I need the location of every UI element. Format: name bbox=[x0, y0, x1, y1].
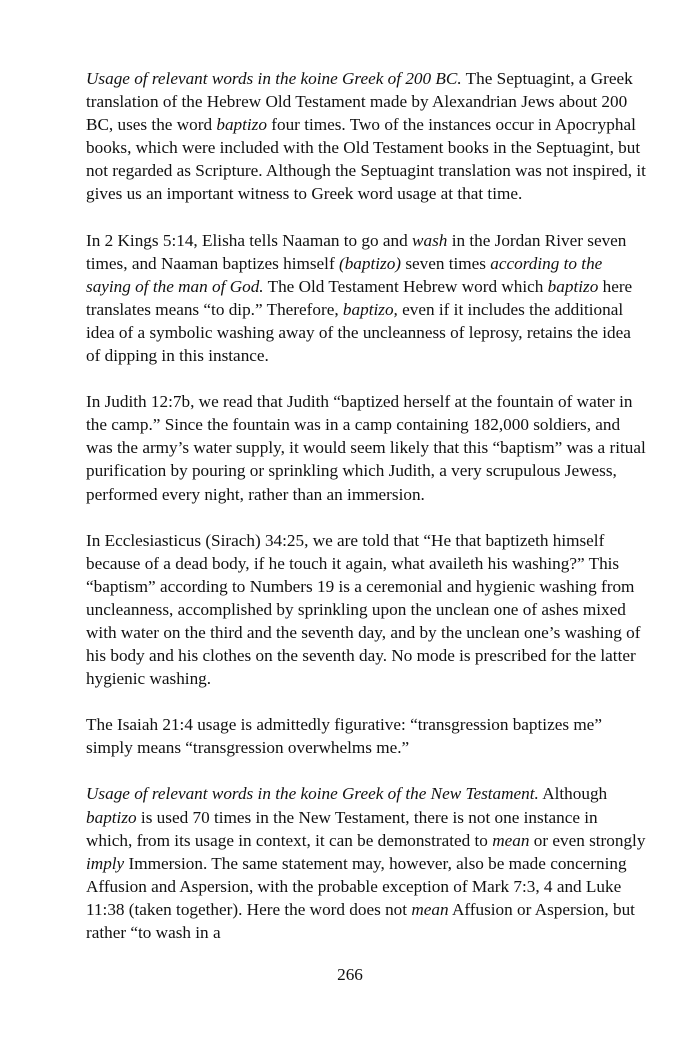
italic-text-run: mean bbox=[492, 830, 530, 850]
paragraph-judith bbox=[86, 390, 648, 505]
italic-text-run: baptizo bbox=[86, 807, 137, 827]
italic-text-run: according to the saying of the man of God. bbox=[86, 253, 603, 296]
text-run: in the Jordan River seven times, and Naaman baptizes himself bbox=[86, 230, 627, 273]
italic-text-run: imply bbox=[86, 853, 125, 873]
page-number: 266 bbox=[337, 965, 363, 984]
paragraph-new-testament-usage bbox=[86, 782, 648, 944]
text-run: here translates means “to dip.” Therefore, bbox=[86, 276, 633, 319]
text-run: In Ecclesiasticus (Sirach) 34:25, we are told that “He that baptizeth himself because of a dead body, if he touch it again, what availeth his washing?” This “baptism” according to Numbers 19 is a ceremonial and hygienic washing from uncleanness, accomplished by sprinkling upon the unclean one of ashes mixed with water on the third and the seventh day, and by the unclean one’s washing of his body and his clothes on the seventh day. No mode is prescribed for the latter hygienic washing. bbox=[86, 530, 641, 689]
text-run: four times. Two of the instances occur in Apocryphal books, which were included with the Old Testament books in the Septuagint, but not regarded as Scripture. Although the Septuagint translation was not inspired, it gives us an important witness to Greek word usage at that time. bbox=[86, 115, 646, 204]
italic-text-run: Usage of relevant words in the koine Greek of the New Testament. bbox=[86, 784, 539, 804]
page-body bbox=[86, 67, 648, 967]
text-run: Immersion. The same statement may, however, also be made concerning Affusion and Aspersion, with the probable exception of Mark 7:3, 4 and Luke 11:38 (taken together). Here the word does not bbox=[86, 853, 627, 919]
text-run: The Septuagint, a Greek translation of the Hebrew Old Testament made by Alexandrian Jews about 200 BC, uses the word bbox=[86, 69, 633, 135]
text-run: In 2 Kings 5:14, Elisha tells Naaman to go and bbox=[86, 230, 413, 250]
text-run: The Isaiah 21:4 usage is admittedly figurative: “transgression baptizes me” simply means “transgression overwhelms me.” bbox=[86, 715, 602, 758]
italic-text-run: wash bbox=[412, 230, 448, 250]
text-run: or even strongly bbox=[529, 830, 646, 850]
text-run: The Old Testament Hebrew word which bbox=[263, 276, 548, 296]
paragraph-ecclesiasticus bbox=[86, 529, 648, 691]
text-run: Although bbox=[538, 784, 608, 804]
text-run: In Judith 12:7b, we read that Judith “baptized herself at the fountain of water in the camp.” Since the fountain was in a camp containing 182,000 soldiers, and was the army’s water supply, it would seem likely that this “baptism” was a ritual purification by pouring or sprinkling which Judith, a very scrupulous Jewess, performed every night, rather than an immersion. bbox=[86, 392, 646, 504]
italic-text-run: Usage of relevant words in the koine Greek of 200 BC. bbox=[86, 69, 462, 88]
text-run: seven times bbox=[401, 253, 491, 273]
text-run: Affusion or Aspersion, but rather “to wash in a bbox=[86, 899, 635, 942]
italic-text-run: (baptizo) bbox=[338, 253, 402, 273]
paragraph-septuagint-usage bbox=[86, 67, 648, 206]
italic-text-run: baptizo bbox=[547, 276, 599, 296]
text-run: even if it includes the additional idea of a symbolic washing away of the uncleanness of leprosy, retains the idea of dipping in this instance. bbox=[86, 299, 631, 366]
italic-text-run: baptizo bbox=[216, 115, 267, 135]
paragraph-2-kings bbox=[86, 229, 648, 368]
italic-text-run: baptizo, bbox=[342, 299, 398, 319]
italic-text-run: mean bbox=[411, 899, 449, 919]
paragraph-isaiah bbox=[86, 713, 648, 759]
text-run: is used 70 times in the New Testament, there is not one instance in which, from its usage in context, it can be demonstrated to bbox=[86, 807, 598, 850]
